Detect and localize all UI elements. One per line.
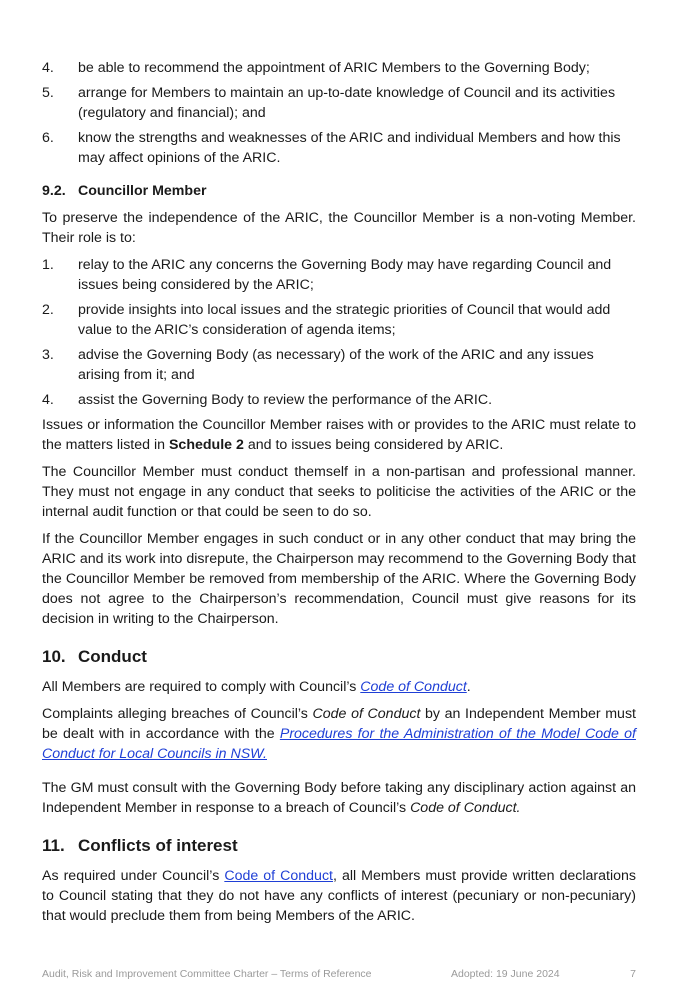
list-text: know the strengths and weaknesses of the ARIC and individual Members and how this may affect opinions of the ARIC. — [78, 130, 621, 166]
conduct-paragraph-1: All Members are required to comply with Council’s Code of Conduct. — [42, 679, 471, 695]
list-text: relay to the ARIC any concerns the Governing Body may have regarding Council and issues being considered by the ARIC; — [78, 257, 612, 293]
procedures-link[interactable]: Procedures for the Administration of the Model Code of Conduct for Local Councils in NSW. — [42, 726, 636, 762]
list-item — [42, 58, 636, 78]
list-number: 3. — [42, 347, 54, 363]
list-item — [42, 345, 636, 385]
section-heading-conflicts: 11. Conflicts of interest — [42, 836, 238, 855]
list-item — [42, 128, 636, 168]
list-text: arrange for Members to maintain an up-to-date knowledge of Council and its activities (regulatory and financial); and — [78, 85, 616, 121]
councillor-role-list — [42, 255, 636, 410]
list-text: advise the Governing Body (as necessary) of the work of the ARIC and any issues arising from it; and — [78, 347, 594, 383]
code-of-conduct-link[interactable]: Code of Conduct — [224, 868, 333, 884]
list-item — [42, 83, 636, 123]
document-page — [42, 58, 636, 933]
section-heading-conduct: 10. Conduct — [42, 647, 147, 666]
footer-adopted-date: Adopted: 19 June 2024 — [451, 968, 560, 980]
list-text: assist the Governing Body to review the performance of the ARIC. — [78, 392, 493, 408]
councillor-paragraph-3: If the Councillor Member engages in such conduct or in any other conduct that may bring the ARIC and its work into disrepute, the Chairperson may recommend to the Governing Body that the Councillor Member be removed from membership of the ARIC. Where the Governing Body does not agree to the Chairperson’s recommendation, Council must give reasons for its decision in writing to the Chairperson. — [42, 531, 636, 627]
list-number: 1. — [42, 257, 54, 273]
councillor-intro: To preserve the independence of the ARIC, the Councillor Member is a non-voting Member. Their role is to: — [42, 210, 636, 246]
list-text: provide insights into local issues and the strategic priorities of Council that would add value to the ARIC’s consideration of agenda items; — [78, 302, 611, 338]
list-item — [42, 390, 636, 410]
list-text: be able to recommend the appointment of ARIC Members to the Governing Body; — [78, 60, 590, 76]
subsection-heading-9-2: 9.2. Councillor Member — [42, 183, 207, 199]
code-of-conduct-link[interactable]: Code of Conduct — [360, 679, 467, 695]
councillor-paragraph-2: The Councillor Member must conduct themself in a non-partisan and professional manner. They must not engage in any conduct that seeks to politicise the activities of the ARIC or the internal audit function or that could be seen to do so. — [42, 464, 636, 520]
councillor-paragraph-1: Issues or information the Councillor Member raises with or provides to the ARIC must relate to the matters listed in Schedule 2 and to issues being considered by ARIC. — [42, 417, 636, 453]
list-number: 5. — [42, 85, 54, 101]
schedule-reference: Schedule 2 — [168, 437, 244, 453]
section-title: Conduct — [78, 647, 147, 666]
page-number: 7 — [630, 968, 636, 980]
list-item — [42, 255, 636, 295]
conduct-paragraph-2: Complaints alleging breaches of Council’s Code of Conduct by an Independent Member must be dealt with in accordance with the Procedures for the Administration of the Model Code of Conduct for Local Councils in NSW. — [42, 706, 636, 762]
subsection-title: Councillor Member — [78, 183, 207, 199]
footer-title: Audit, Risk and Improvement Committee Charter – Terms of Reference — [42, 968, 372, 980]
list-number: 4. — [42, 60, 54, 76]
list-item — [42, 300, 636, 340]
list-number: 4. — [42, 392, 54, 408]
list-number: 6. — [42, 130, 54, 146]
section-title: Conflicts of interest — [78, 836, 238, 855]
conflicts-paragraph-1: As required under Council’s Code of Conduct, all Members must provide written declarations to Council stating that they do not have any conflicts of interest (pecuniary or non-pecuniary) that would preclude them from being Members of the ARIC. — [42, 868, 636, 924]
list-top — [42, 58, 636, 168]
list-number: 2. — [42, 302, 54, 318]
conduct-paragraph-3: The GM must consult with the Governing Body before taking any disciplinary action against an Independent Member in response to a breach of Council’s Code of Conduct. — [42, 780, 636, 816]
